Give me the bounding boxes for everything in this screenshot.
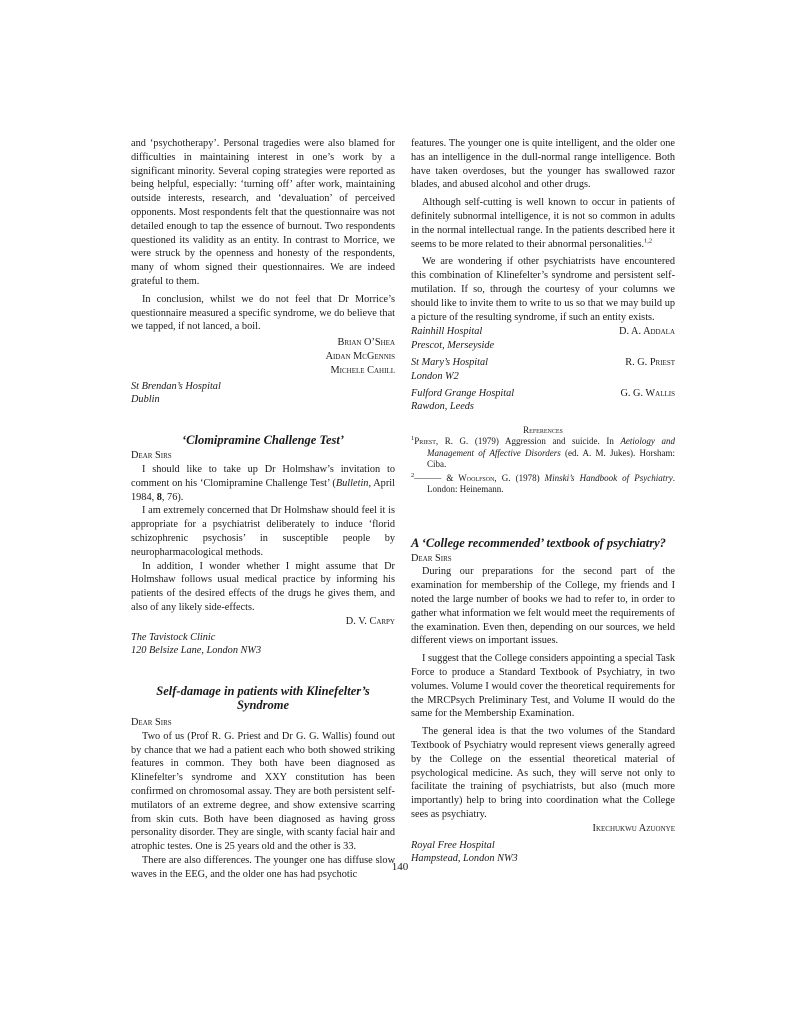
signatory-name: Michele Cahill (330, 364, 395, 376)
paragraph: We are wondering if other psychiatrists have encountered this combination of Klinefelter’s syndrome and persistent self-mutilation. If so, through the courtesy of your columns we should like to invite them to write to us so that we may build up a picture of the resulting syndrome, if such an entity exists. (411, 256, 675, 323)
signature-block (131, 336, 395, 377)
signatory-name: D. V. Carpy (345, 615, 395, 627)
address-line: St Brendan’s Hospital (131, 380, 221, 392)
paragraph: In addition, I wonder whether I might assume that Dr Holmshaw follows usual medical practice by informing his patients of the desired effects of the drugs he gives them, and also of any likely side-effects. (131, 560, 395, 613)
signatory-name: Ikechukwu Azuonye (592, 822, 675, 834)
hospital-name: St Mary’s Hospital (411, 356, 489, 368)
signatory-name: R. G. Priest (625, 356, 675, 368)
reference-item: $^1$Priest, R. G. (1979) Aggression and suicide. In Aetiology and Management of Affective Disorders (ed. A. M. Jukes). Horsham: Ciba. (411, 435, 675, 470)
letter-title: ‘Clomipramine Challenge Test’ (181, 433, 345, 448)
left-column (131, 137, 395, 882)
salutation: Dear Sirs (131, 717, 172, 729)
paragraph: During our preparations for the second part of the examination for membership of the College, my friends and I noted the large number of books we had to refer to, in order to gather what information we felt would meet the requirements of the examination. Even then, depending on our sources, we held different views on important issues. (411, 566, 675, 647)
hospital-name: Rainhill Hospital (411, 326, 483, 338)
address-line: London W2 (411, 370, 459, 382)
paragraph: Two of us (Prof R. G. Priest and Dr G. G. Wallis) found out by chance that we had a patient each who both showed striking features in common. They both have been diagnosed as Klinefelter’s syndrome and XXY constitution has been confirmed on chromosomal assay. They are both persistent self-mutilators of an extreme degree, and show extensive scarring from skin cuts. Both have been diagnosed as having gross personality disorder. They are single, with scanty facial hair and atrophic testes. One is 25 years old and the other is 33. (131, 730, 395, 853)
references-heading: References (523, 425, 563, 436)
letter-title: Self-damage in patients with Klinefelter’s Syndrome (156, 684, 370, 713)
paragraph: I should like to take up Dr Holmshaw’s invitation to comment on his ‘Clomipramine Challenge Test’ (Bulletin, April 1984, 8, 76). (131, 463, 395, 503)
salutation: Dear Sirs (411, 552, 452, 564)
hospital-name: Fulford Grange Hospital (411, 387, 515, 399)
address-line: Dublin (131, 394, 160, 406)
address-line: Prescot, Merseyside (411, 340, 495, 352)
signature-block (411, 325, 675, 414)
address-line: 120 Belsize Lane, London NW3 (131, 645, 262, 657)
salutation: Dear Sirs (131, 450, 172, 462)
paragraph: The general idea is that the two volumes of the Standard Textbook of Psychiatry would represent views generally agreed by the College on the essential theoretical material of psychological medicine. As such, they will serve not only to facilitate the training of psychiatrists, but also (much more importantly) help to bring into coordination what the College sees as psychiatry. (411, 726, 675, 820)
signatory (411, 325, 675, 353)
address-line: Royal Free Hospital (411, 839, 495, 851)
paragraph: There are also differences. The younger one has diffuse slow waves in the EEG, and the older one has had psychotic (131, 855, 395, 880)
signatory (411, 387, 675, 415)
signatory-name: D. A. Addala (619, 326, 675, 338)
signatory-name: G. G. Wallis (620, 387, 675, 399)
address-line: Rawdon, Leeds (411, 401, 474, 413)
paragraph: Although self-cutting is well known to occur in patients of definitely subnormal intelligence, it is not so common in adults in the normal intellectual range. In the patients described here it seems to be more related to their abnormal personalities.$^{1,2}$ (411, 197, 675, 250)
address-line: The Tavistock Clinic (131, 631, 216, 643)
page-number: 140 (391, 861, 409, 873)
right-column (411, 137, 675, 866)
signatory-name: Brian O’Shea (337, 337, 395, 349)
signatory-name: Aidan McGennis (325, 350, 395, 362)
paragraph: I suggest that the College considers appointing a special Task Force to produce a Standard Textbook of Psychiatry, in two volumes. Volume I would cover the theoretical requirements for the MRCPsych Preliminary Test, and Volume II would do the same for the Membership Examination. (411, 653, 675, 720)
letter-title: A ‘College recommended’ textbook of psychiatry? (411, 535, 666, 550)
reference-item: $^2$——— & Woolfson, G. (1978) Minski’s Handbook of Psychiatry. London: Heinemann. (411, 471, 675, 495)
paragraph: I am extremely concerned that Dr Holmshaw should feel it is appropriate for a psychiatrist deliberately to induce ‘florid schizophrenic psychosis’ in susceptible people by neuropharmacological methods. (131, 505, 395, 558)
paragraph: features. The younger one is quite intelligent, and the older one has an intelligence in the dull-normal range intelligence. Both have taken overdoses, but the younger has swallowed razor blades, and abused alcohol and other drugs. (411, 138, 675, 191)
address-line: Hampstead, London NW3 (411, 853, 518, 865)
paragraph: and ‘psychotherapy’. Personal tragedies were also blamed for difficulties in maintaining interest in one’s work by a significant minority. Several coping strategies were reported as being helpful, especially: ‘turning off’ after work, maintaining outside interests, research, and ‘devaluation’ of perceived opponents. Most respondents felt that the questionnaire was not detailed enough to tap the essence of burnout. Two respondents questioned its validity as an entity. In contrast to Morrice, we were struck by the openness and honesty of the respondents, many of whom signed their questionnaires. We are indeed grateful to them. (131, 138, 395, 287)
paragraph: In conclusion, whilst we do not feel that Dr Morrice’s questionnaire measured a specific syndrome, we do believe that we tapped, if not lanced, a boil. (131, 293, 395, 333)
signatory (411, 356, 675, 384)
